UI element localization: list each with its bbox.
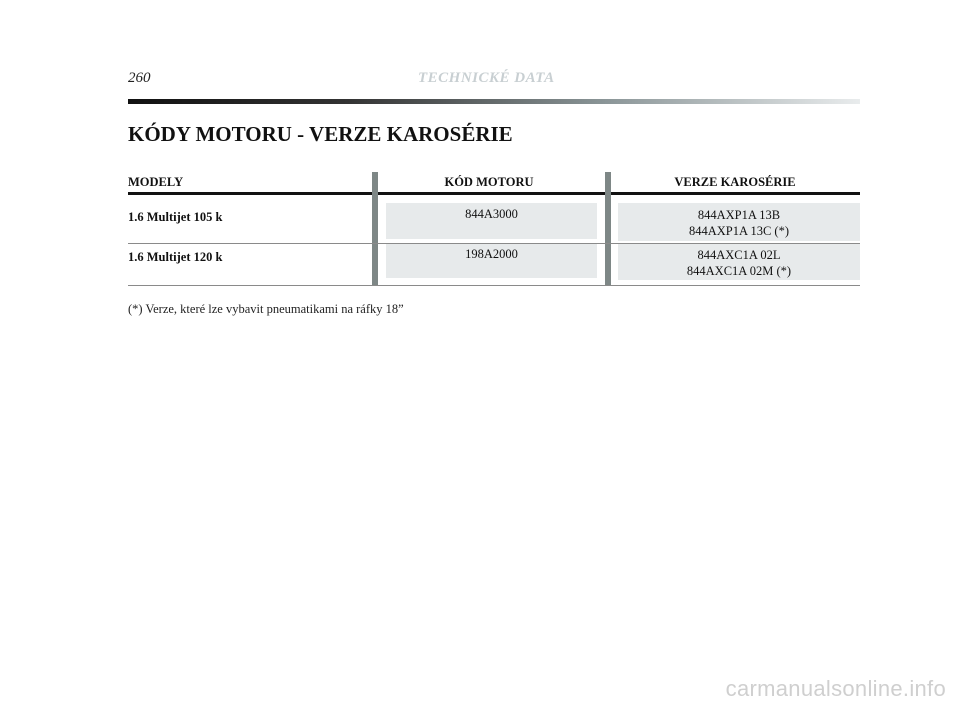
- column-divider: [372, 172, 378, 286]
- column-header-body-version: VERZE KAROSÉRIE: [674, 175, 796, 189]
- row-divider: [128, 285, 860, 286]
- column-header-engine-code: KÓD MOTORU: [444, 175, 534, 189]
- column-header-models: MODELY: [128, 175, 184, 189]
- footnote: (*) Verze, které lze vybavit pneumatikami na ráfky 18”: [128, 302, 404, 316]
- running-head: TECHNICKÉ DATA: [418, 70, 555, 86]
- body-version-line: 844AXP1A 13B: [697, 208, 781, 222]
- engine-code-cell: 198A2000: [386, 244, 597, 278]
- header-underline: [128, 192, 860, 195]
- header-rule: [128, 99, 860, 104]
- engine-code-cell: 844A3000: [386, 203, 597, 239]
- body-version-line: 844AXC1A 02M (*): [686, 264, 792, 278]
- body-version-line: 844AXC1A 02L: [697, 248, 781, 262]
- body-version-cell: [618, 203, 860, 241]
- page-number: 260: [128, 70, 151, 86]
- model-cell: 1.6 Multijet 120 k: [128, 250, 223, 264]
- body-version-cell: [618, 244, 860, 280]
- column-divider: [605, 172, 611, 286]
- engine-code-table: [128, 172, 860, 288]
- body-version-line: 844AXP1A 13C (*): [688, 224, 789, 238]
- section-title: KÓDY MOTORU - VERZE KAROSÉRIE: [128, 122, 513, 146]
- model-cell: 1.6 Multijet 105 k: [128, 210, 223, 224]
- watermark: carmanualsonline.info: [725, 676, 946, 701]
